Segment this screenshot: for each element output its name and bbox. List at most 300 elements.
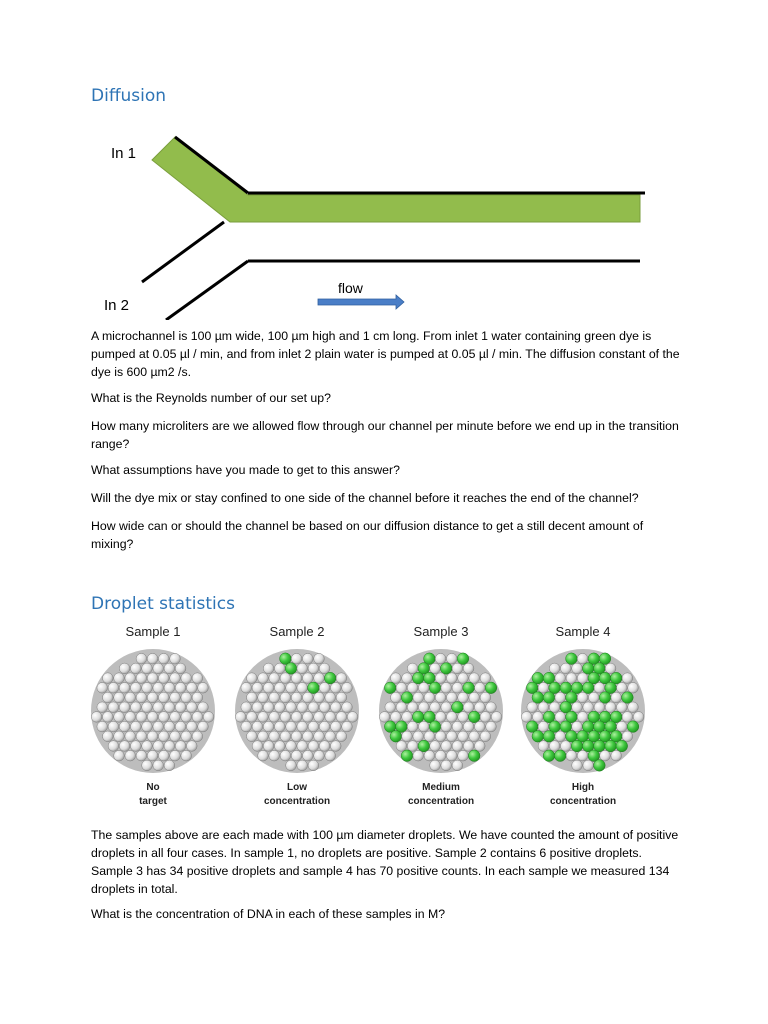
droplet-negative — [303, 673, 314, 684]
droplet-negative — [108, 741, 119, 752]
droplet-negative — [131, 702, 142, 713]
droplet-negative — [297, 721, 308, 732]
droplet-negative — [633, 712, 644, 723]
droplet-positive — [308, 682, 320, 694]
droplet-negative — [628, 702, 639, 713]
droplet-negative — [441, 683, 452, 694]
droplet-negative — [435, 712, 446, 723]
droplet-negative — [114, 731, 125, 742]
sample-1-caption-line1: No — [146, 782, 160, 793]
droplet-negative — [164, 683, 175, 694]
droplet-negative — [252, 702, 263, 713]
droplet-negative — [424, 750, 435, 761]
droplet-negative — [97, 702, 108, 713]
droplet-negative — [561, 741, 572, 752]
droplet-negative — [164, 663, 175, 674]
droplet-negative — [203, 712, 214, 723]
sample-2-panel — [235, 624, 359, 807]
droplet-negative — [314, 673, 325, 684]
droplet-negative — [142, 702, 153, 713]
droplet-negative — [252, 683, 263, 694]
droplet-positive — [429, 682, 441, 694]
droplet-positive — [599, 692, 611, 704]
droplet-negative — [275, 663, 286, 674]
droplet-negative — [114, 712, 125, 723]
droplet-negative — [447, 653, 458, 664]
droplet-negative — [269, 692, 280, 703]
droplet-negative — [275, 702, 286, 713]
droplet-negative — [247, 692, 258, 703]
droplet-negative — [463, 721, 474, 732]
droplet-negative — [153, 683, 164, 694]
droplet-negative — [314, 692, 325, 703]
droplet-negative — [119, 721, 130, 732]
droplet-negative — [308, 760, 319, 771]
microchannel-diagram — [0, 120, 768, 320]
droplet-positive — [412, 672, 424, 684]
droplet-negative — [269, 673, 280, 684]
droplet-negative — [187, 683, 198, 694]
droplet-positive — [452, 701, 464, 713]
droplet-negative — [303, 750, 314, 761]
droplet-negative — [286, 741, 297, 752]
sample-2-title: Sample 2 — [269, 624, 325, 639]
droplet-negative — [577, 712, 588, 723]
droplet-positive — [622, 692, 634, 704]
droplet-positive — [616, 740, 628, 752]
droplet-negative — [469, 731, 480, 742]
droplet-negative — [583, 702, 594, 713]
droplet-negative — [549, 702, 560, 713]
droplet-negative — [480, 673, 491, 684]
droplet-negative — [475, 721, 486, 732]
droplet-negative — [555, 731, 566, 742]
droplet-negative — [263, 741, 274, 752]
droplet-negative — [263, 663, 274, 674]
diffusion-question-flow: How many microliters are we allowed flow through our channel per minute before we end up in the transition range? — [91, 419, 679, 451]
droplet-negative — [407, 741, 418, 752]
droplet-negative — [572, 663, 583, 674]
droplet-negative — [142, 741, 153, 752]
diffusion-question-assumptions: What assumptions have you made to get to this answer? — [91, 463, 400, 477]
droplet-negative — [396, 741, 407, 752]
droplet-negative — [258, 731, 269, 742]
droplet-negative — [628, 683, 639, 694]
droplet-negative — [263, 702, 274, 713]
droplet-negative — [577, 653, 588, 664]
droplet-negative — [308, 663, 319, 674]
sample-1-panel — [91, 624, 215, 807]
diffusion-paragraph-setup: A microchannel is 100 µm wide, 100 µm high and 1 cm long. From inlet 1 water containing green dye is pumped at 0.05 µl / min, and from inlet 2 plain water is pumped at 0.05 µl / min. The diffusion constant of the dye is 600 µm2 /s. — [91, 329, 680, 379]
droplet-negative — [441, 702, 452, 713]
droplet-negative — [142, 721, 153, 732]
droplet-negative — [430, 760, 441, 771]
droplet-negative — [452, 760, 463, 771]
sample-3-title: Sample 3 — [413, 624, 469, 639]
droplet-negative — [342, 683, 353, 694]
droplet-negative — [297, 741, 308, 752]
droplet-negative — [407, 683, 418, 694]
droplet-negative — [241, 702, 252, 713]
droplet-negative — [291, 712, 302, 723]
droplet-negative — [336, 712, 347, 723]
droplet-negative — [572, 760, 583, 771]
droplet-negative — [594, 702, 605, 713]
diffusion-question-width: How wide can or should the channel be based on our diffusion distance to get a still decent amount of mixing? — [91, 519, 644, 551]
droplet-positive — [532, 731, 544, 743]
droplet-negative — [331, 702, 342, 713]
droplet-negative — [192, 712, 203, 723]
droplet-negative — [447, 692, 458, 703]
droplet-negative — [181, 712, 192, 723]
droplet-negative — [297, 683, 308, 694]
droplet-positive — [390, 731, 402, 743]
droplet-negative — [159, 653, 170, 664]
droplet-negative — [175, 741, 186, 752]
droplet-negative — [475, 683, 486, 694]
droplet-negative — [175, 721, 186, 732]
droplet-negative — [108, 702, 119, 713]
droplet-negative — [108, 683, 119, 694]
droplet-negative — [561, 663, 572, 674]
droplet-negative — [617, 683, 628, 694]
droplet-negative — [447, 731, 458, 742]
sample-3-droplets — [379, 649, 503, 773]
droplet-negative — [291, 750, 302, 761]
droplet-negative — [235, 712, 246, 723]
droplet-negative — [424, 731, 435, 742]
droplet-positive — [532, 692, 544, 704]
droplet-negative — [308, 721, 319, 732]
sample-4-caption-line1: High — [571, 782, 595, 793]
droplet-negative — [97, 721, 108, 732]
droplet-negative — [447, 712, 458, 723]
droplet-negative — [280, 712, 291, 723]
droplet-negative — [198, 721, 209, 732]
droplet-negative — [286, 702, 297, 713]
diffusion-question-mixing: Will the dye mix or stay confined to one side of the channel before it reaches the end of the channel? — [91, 491, 639, 505]
droplet-positive — [401, 750, 413, 762]
droplet-negative — [308, 702, 319, 713]
droplet-negative — [119, 741, 130, 752]
droplet-negative — [521, 712, 532, 723]
inlet2-lower-wall — [166, 261, 248, 320]
droplet-negative — [336, 673, 347, 684]
droplet-positive — [566, 653, 578, 665]
droplet-negative — [164, 760, 175, 771]
sample-1-title: Sample 1 — [125, 624, 181, 639]
droplet-negative — [605, 663, 616, 674]
droplet-positive — [418, 740, 430, 752]
droplet-negative — [258, 673, 269, 684]
droplet-negative — [291, 653, 302, 664]
droplet-negative — [469, 692, 480, 703]
inlet2-upper-wall — [142, 222, 224, 282]
droplet-negative — [611, 692, 622, 703]
droplet-negative — [258, 712, 269, 723]
droplet-negative — [331, 683, 342, 694]
sample-4-caption-line2: concentration — [549, 796, 617, 807]
droplet-heading: Droplet statistics — [91, 594, 235, 614]
droplet-negative — [136, 750, 147, 761]
droplet-positive — [468, 750, 480, 762]
droplet-negative — [291, 673, 302, 684]
droplet-positive — [571, 740, 583, 752]
droplet-positive — [594, 760, 606, 772]
droplet-negative — [153, 741, 164, 752]
droplet-negative — [170, 750, 181, 761]
droplet-negative — [463, 663, 474, 674]
sample-3-caption-line2: concentration — [407, 796, 475, 807]
droplet-negative — [391, 692, 402, 703]
droplet-negative — [435, 750, 446, 761]
droplet-negative — [452, 741, 463, 752]
droplet-negative — [342, 721, 353, 732]
droplet-negative — [435, 731, 446, 742]
sample-1-droplets — [91, 649, 215, 773]
sample-4-panel — [521, 624, 645, 807]
droplet-negative — [325, 731, 336, 742]
droplet-negative — [153, 760, 164, 771]
droplet-negative — [303, 731, 314, 742]
droplet-negative — [402, 712, 413, 723]
droplet-negative — [572, 721, 583, 732]
droplet-negative — [125, 673, 136, 684]
droplet-negative — [119, 663, 130, 674]
droplet-negative — [147, 673, 158, 684]
droplet-negative — [486, 702, 497, 713]
droplet-negative — [142, 663, 153, 674]
droplet-negative — [280, 731, 291, 742]
droplet-positive — [554, 750, 566, 762]
droplet-negative — [280, 692, 291, 703]
sample-4-title: Sample 4 — [555, 624, 611, 639]
droplet-negative — [147, 692, 158, 703]
droplet-negative — [125, 750, 136, 761]
droplet-negative — [175, 663, 186, 674]
droplet-negative — [491, 712, 502, 723]
droplet-negative — [291, 731, 302, 742]
droplet-negative — [314, 653, 325, 664]
droplet-negative — [347, 712, 358, 723]
droplet-positive — [627, 721, 639, 733]
droplet-negative — [617, 702, 628, 713]
droplet-negative — [114, 692, 125, 703]
droplet-negative — [622, 673, 633, 684]
droplet-negative — [577, 692, 588, 703]
droplet-negative — [572, 702, 583, 713]
droplet-positive — [485, 682, 497, 694]
droplet-negative — [198, 702, 209, 713]
droplet-negative — [458, 673, 469, 684]
droplet-negative — [396, 683, 407, 694]
droplet-negative — [153, 702, 164, 713]
droplet-negative — [314, 731, 325, 742]
droplet-negative — [187, 721, 198, 732]
droplet-negative — [555, 712, 566, 723]
droplet-positive — [412, 711, 424, 723]
droplet-negative — [589, 692, 600, 703]
droplet-negative — [175, 702, 186, 713]
droplet-negative — [342, 702, 353, 713]
droplet-negative — [475, 702, 486, 713]
droplet-positive — [324, 672, 336, 684]
droplet-negative — [280, 750, 291, 761]
droplet-negative — [286, 683, 297, 694]
droplet-negative — [125, 712, 136, 723]
droplet-negative — [153, 721, 164, 732]
droplet-negative — [286, 760, 297, 771]
droplet-negative — [533, 712, 544, 723]
droplet-negative — [407, 721, 418, 732]
droplet-negative — [319, 721, 330, 732]
diffusion-heading: Diffusion — [91, 86, 167, 106]
droplet-negative — [131, 663, 142, 674]
droplet-negative — [170, 692, 181, 703]
droplet-negative — [192, 731, 203, 742]
droplet-negative — [192, 673, 203, 684]
droplet-negative — [136, 731, 147, 742]
droplet-positive — [401, 692, 413, 704]
droplet-negative — [583, 760, 594, 771]
droplet-negative — [136, 653, 147, 664]
sample-4-droplets — [521, 649, 645, 773]
droplet-negative — [331, 741, 342, 752]
droplet-negative — [181, 673, 192, 684]
droplet-negative — [447, 673, 458, 684]
droplet-negative — [555, 673, 566, 684]
droplet-negative — [175, 683, 186, 694]
droplet-negative — [458, 731, 469, 742]
droplet-negative — [469, 673, 480, 684]
sample-2-droplets — [235, 649, 359, 773]
inlet1-label: In 1 — [111, 145, 137, 162]
droplet-negative — [308, 741, 319, 752]
droplet-negative — [577, 750, 588, 761]
droplet-negative — [269, 731, 280, 742]
droplet-negative — [430, 741, 441, 752]
droplet-negative — [247, 712, 258, 723]
droplet-negative — [385, 702, 396, 713]
droplet-negative — [441, 760, 452, 771]
droplet-negative — [605, 702, 616, 713]
droplet-negative — [319, 663, 330, 674]
droplet-negative — [391, 673, 402, 684]
droplet-negative — [147, 712, 158, 723]
droplet-negative — [336, 731, 347, 742]
droplet-negative — [297, 702, 308, 713]
droplet-negative — [617, 721, 628, 732]
droplet-question-concentration: What is the concentration of DNA in each of these samples in M? — [91, 907, 446, 921]
droplet-negative — [114, 750, 125, 761]
droplet-negative — [181, 750, 192, 761]
droplet-negative — [303, 692, 314, 703]
droplet-negative — [319, 741, 330, 752]
droplet-negative — [263, 721, 274, 732]
droplet-negative — [331, 721, 342, 732]
droplet-negative — [611, 750, 622, 761]
droplet-negative — [424, 692, 435, 703]
droplet-negative — [159, 731, 170, 742]
droplet-negative — [263, 683, 274, 694]
droplet-negative — [131, 741, 142, 752]
droplet-negative — [142, 760, 153, 771]
droplet-negative — [336, 692, 347, 703]
droplet-negative — [407, 663, 418, 674]
droplet-negative — [241, 721, 252, 732]
droplet-samples-figure — [0, 618, 768, 813]
droplet-negative — [435, 692, 446, 703]
droplet-negative — [480, 731, 491, 742]
droplet-negative — [241, 683, 252, 694]
droplet-negative — [458, 750, 469, 761]
droplet-negative — [269, 712, 280, 723]
droplet-negative — [275, 683, 286, 694]
droplet-negative — [125, 731, 136, 742]
droplet-negative — [594, 683, 605, 694]
droplet-negative — [475, 741, 486, 752]
droplet-positive — [440, 663, 452, 675]
droplet-negative — [252, 721, 263, 732]
sample-3-caption-line1: Medium — [422, 782, 460, 793]
droplet-negative — [297, 663, 308, 674]
droplet-negative — [164, 721, 175, 732]
droplet-negative — [463, 741, 474, 752]
droplet-negative — [125, 692, 136, 703]
droplet-negative — [247, 673, 258, 684]
droplet-positive — [543, 692, 555, 704]
droplet-negative — [441, 741, 452, 752]
droplet-negative — [159, 673, 170, 684]
droplet-positive — [582, 682, 594, 694]
droplet-negative — [291, 692, 302, 703]
droplet-negative — [452, 721, 463, 732]
droplet-negative — [187, 741, 198, 752]
dye-stream — [152, 137, 640, 222]
droplet-negative — [147, 731, 158, 742]
droplet-negative — [452, 683, 463, 694]
droplet-negative — [258, 692, 269, 703]
droplet-negative — [187, 702, 198, 713]
droplet-negative — [402, 673, 413, 684]
droplet-negative — [527, 702, 538, 713]
droplet-negative — [407, 702, 418, 713]
droplet-negative — [119, 702, 130, 713]
droplet-negative — [413, 731, 424, 742]
droplet-negative — [159, 750, 170, 761]
droplet-negative — [192, 692, 203, 703]
droplet-negative — [136, 692, 147, 703]
droplet-negative — [555, 692, 566, 703]
droplet-negative — [147, 653, 158, 664]
droplet-negative — [538, 721, 549, 732]
droplet-negative — [170, 731, 181, 742]
droplet-negative — [319, 683, 330, 694]
droplet-positive — [457, 653, 469, 665]
droplet-negative — [103, 712, 114, 723]
sample-3-panel — [379, 624, 503, 807]
droplet-negative — [170, 653, 181, 664]
droplet-negative — [486, 721, 497, 732]
droplet-negative — [303, 712, 314, 723]
droplet-positive — [543, 731, 555, 743]
droplet-negative — [319, 702, 330, 713]
droplet-negative — [435, 673, 446, 684]
sample-1-caption-line2: target — [139, 796, 167, 807]
droplet-negative — [480, 692, 491, 703]
droplet-positive — [285, 663, 297, 675]
droplet-negative — [622, 731, 633, 742]
